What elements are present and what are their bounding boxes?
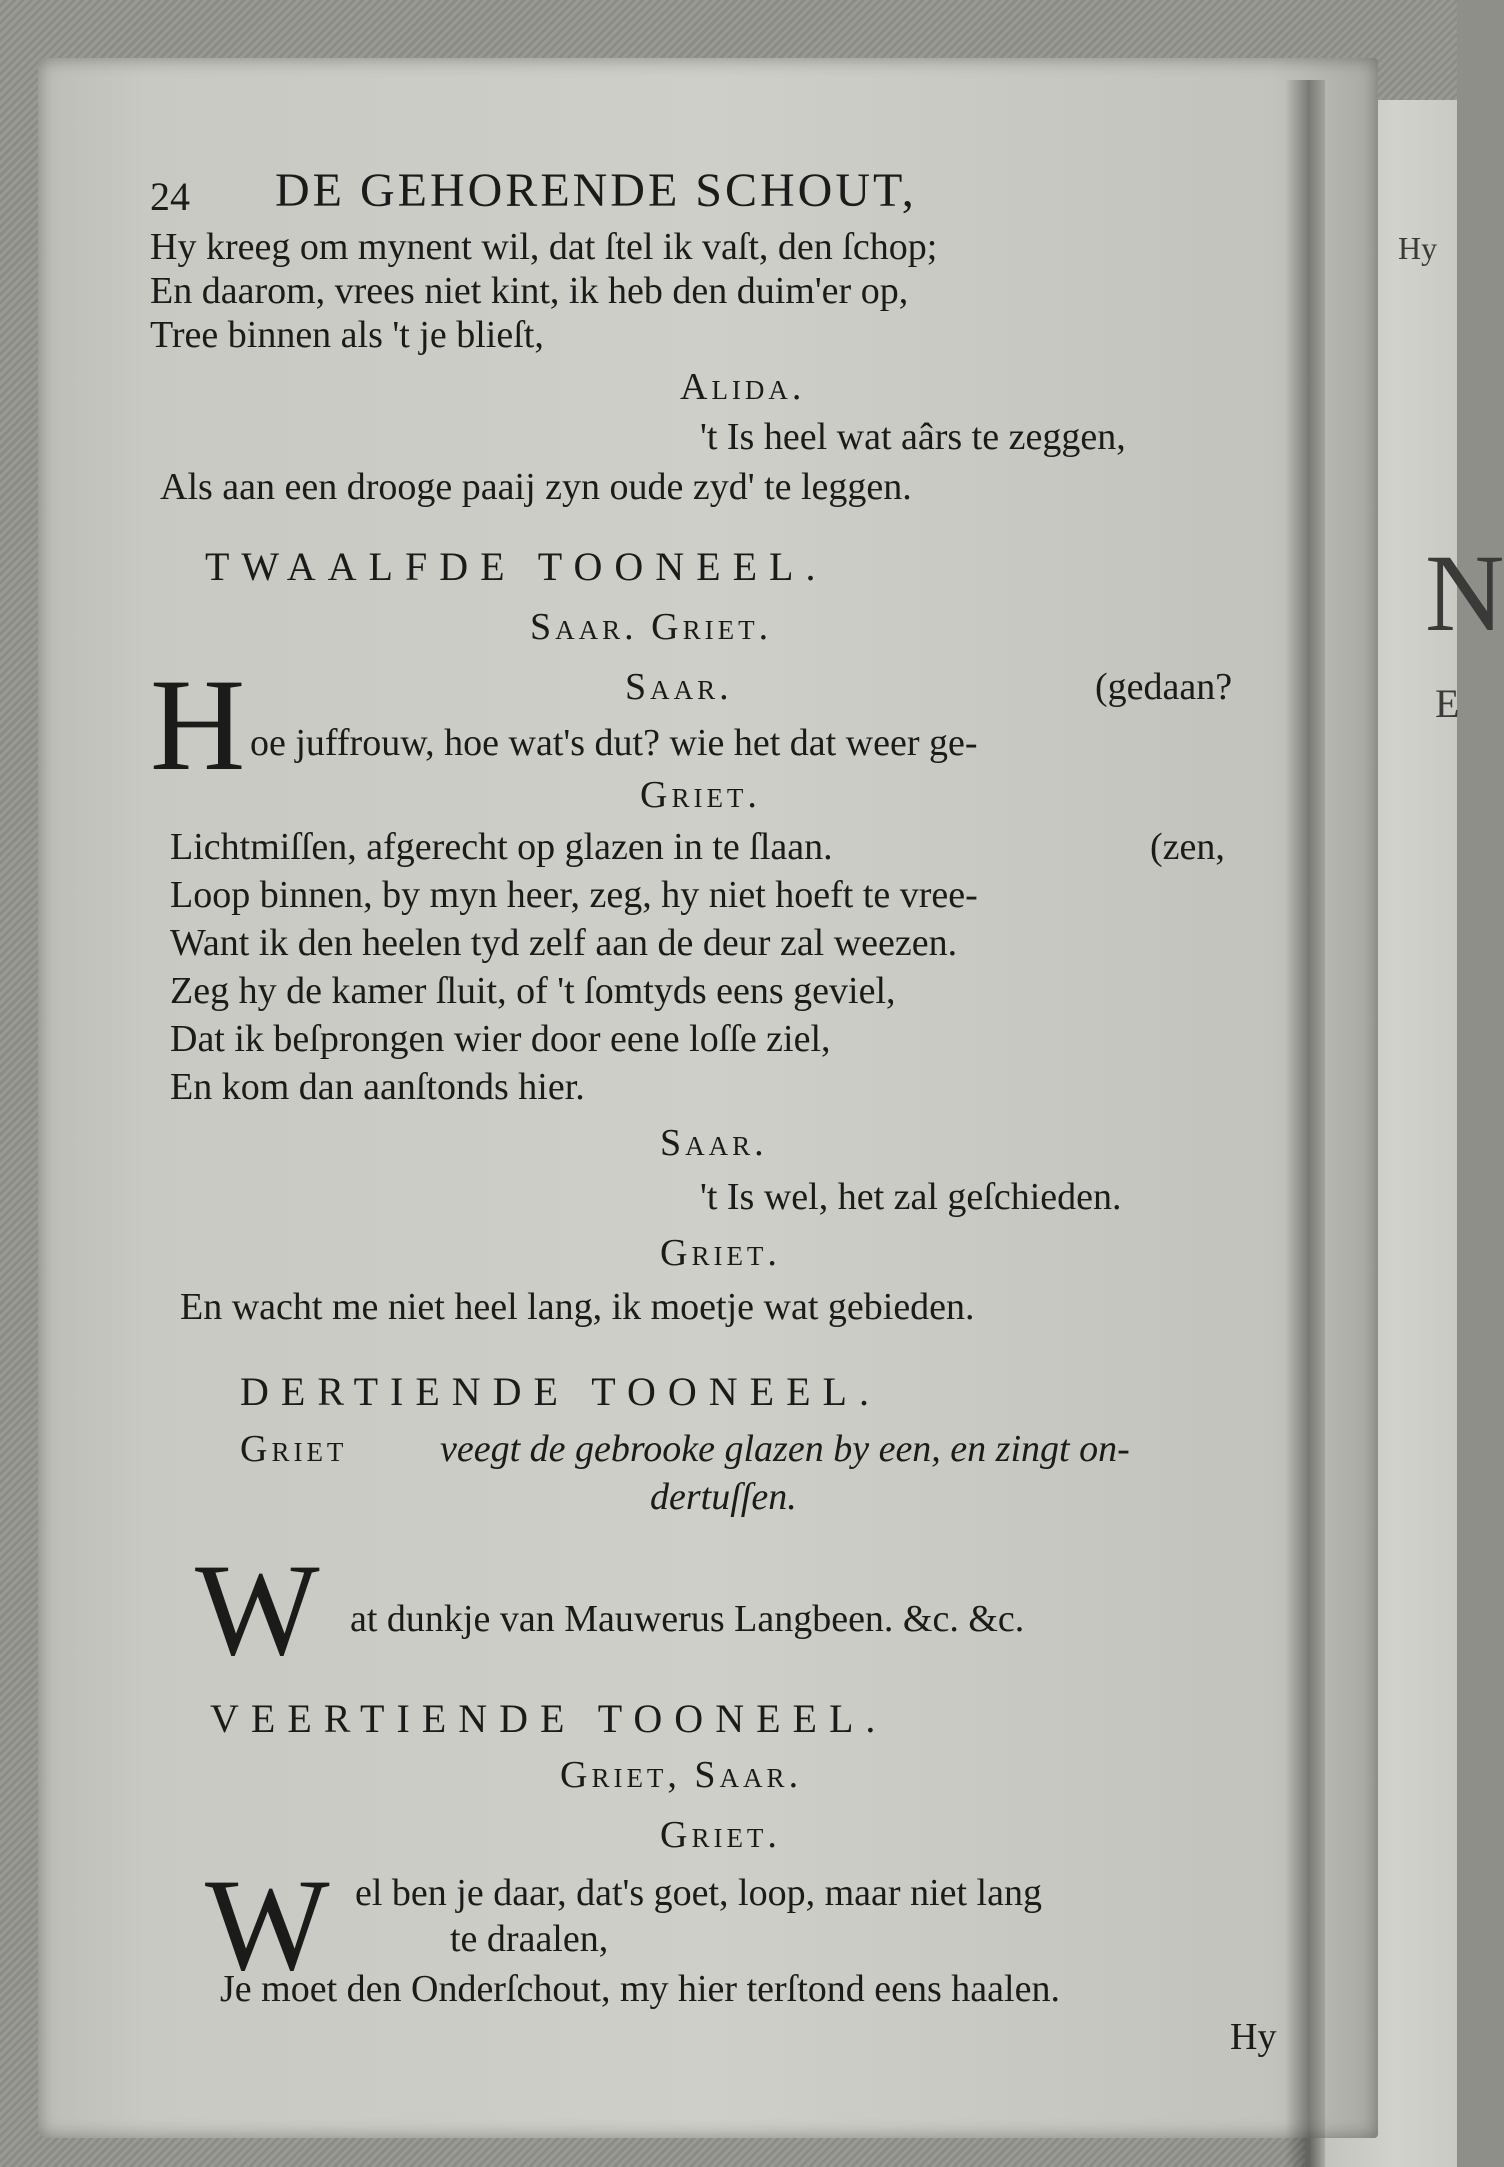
drop-cap-w-2: W [205,1851,330,1998]
scene-heading-dertiende: DERTIENDE TOONEEL. [240,1369,881,1414]
verse-line-13: 't Is wel, het zal geſchieden. [700,1176,1122,1218]
facing-page-fragment-big: N [1425,532,1504,654]
margin-zen: (zen, [1150,826,1225,868]
verse-line-8: Loop binnen, by myn heer, zeg, hy niet hoeft te vree- [170,874,978,916]
speaker-alida: Alida. [680,366,806,408]
verse-line-2: En daarom, vrees niet kint, ik heb den duim'er op, [150,270,909,312]
scene-heading-twaalfde: TWAALFDE TOONEEL. [205,544,828,589]
verse-line-12: En kom dan aanſtonds hier. [170,1066,585,1108]
page-gutter [1285,80,1325,2167]
verse-line-5: Als aan een drooge paaij zyn oude zyd' te leggen. [160,466,912,508]
page-number: 24 [150,174,190,219]
stage-direction-line-2: dertuſſen. [650,1476,797,1518]
verse-line-9: Want ik den heelen tyd zelf aan de deur zal weezen. [170,922,958,964]
verse-line-16b: te draalen, [450,1918,609,1960]
stage-direction-name: Griet [240,1428,348,1470]
facing-page-fragment-top: Hy [1398,230,1438,266]
speaker-griet-1: Griet. [640,774,761,816]
verse-line-10: Zeg hy de kamer ſluit, of 't ſomtyds eens geviel, [170,970,896,1012]
verse-line-14: En wacht me niet heel lang, ik moetje wat gebieden. [180,1286,975,1328]
margin-gedaan: (gedaan? [1095,666,1233,708]
speaker-griet-2: Griet. [660,1232,781,1274]
verse-line-11: Dat ik beſprongen wier door eene loſſe ziel, [170,1018,831,1060]
scene-cast-veertiende: Griet, Saar. [560,1754,803,1796]
catchword: Hy [1230,2016,1277,2058]
speaker-saar-2: Saar. [660,1122,768,1164]
verse-line-1: Hy kreeg om mynent wil, dat ſtel ik vaſt, den ſchop; [150,226,938,268]
stage-direction-line-1: veegt de gebrooke glazen by een, en zingt on- [440,1428,1130,1470]
song-line: at dunkje van Mauwerus Langbeen. &c. &c. [350,1598,1025,1640]
verse-line-16: el ben je daar, dat's goet, loop, maar niet lang [355,1872,1042,1914]
drop-cap-w-1: W [195,1536,320,1683]
verse-line-3: Tree binnen als 't je blieſt, [150,314,544,356]
speaker-saar-1: Saar. [625,666,733,708]
verse-line-6: oe juffrouw, hoe wat's dut? wie het dat weer ge- [250,722,978,764]
running-head: DE GEHORENDE SCHOUT, [275,164,917,217]
drop-cap-h: H [150,651,246,798]
verse-line-7: Lichtmiſſen, afgerecht op glazen in te ſlaan. [170,826,833,868]
verse-line-4: 't Is heel wat aârs te zeggen, [700,416,1126,458]
facing-page-fragment-small: E [1435,681,1460,726]
speaker-griet-3: Griet. [660,1814,781,1856]
scene-heading-veertiende: VEERTIENDE TOONEEL. [210,1696,888,1741]
verse-line-17: Je moet den Onderſchout, my hier terſtond eens haalen. [220,1968,1060,2010]
scene-cast-twaalfde: Saar. Griet. [530,606,773,648]
